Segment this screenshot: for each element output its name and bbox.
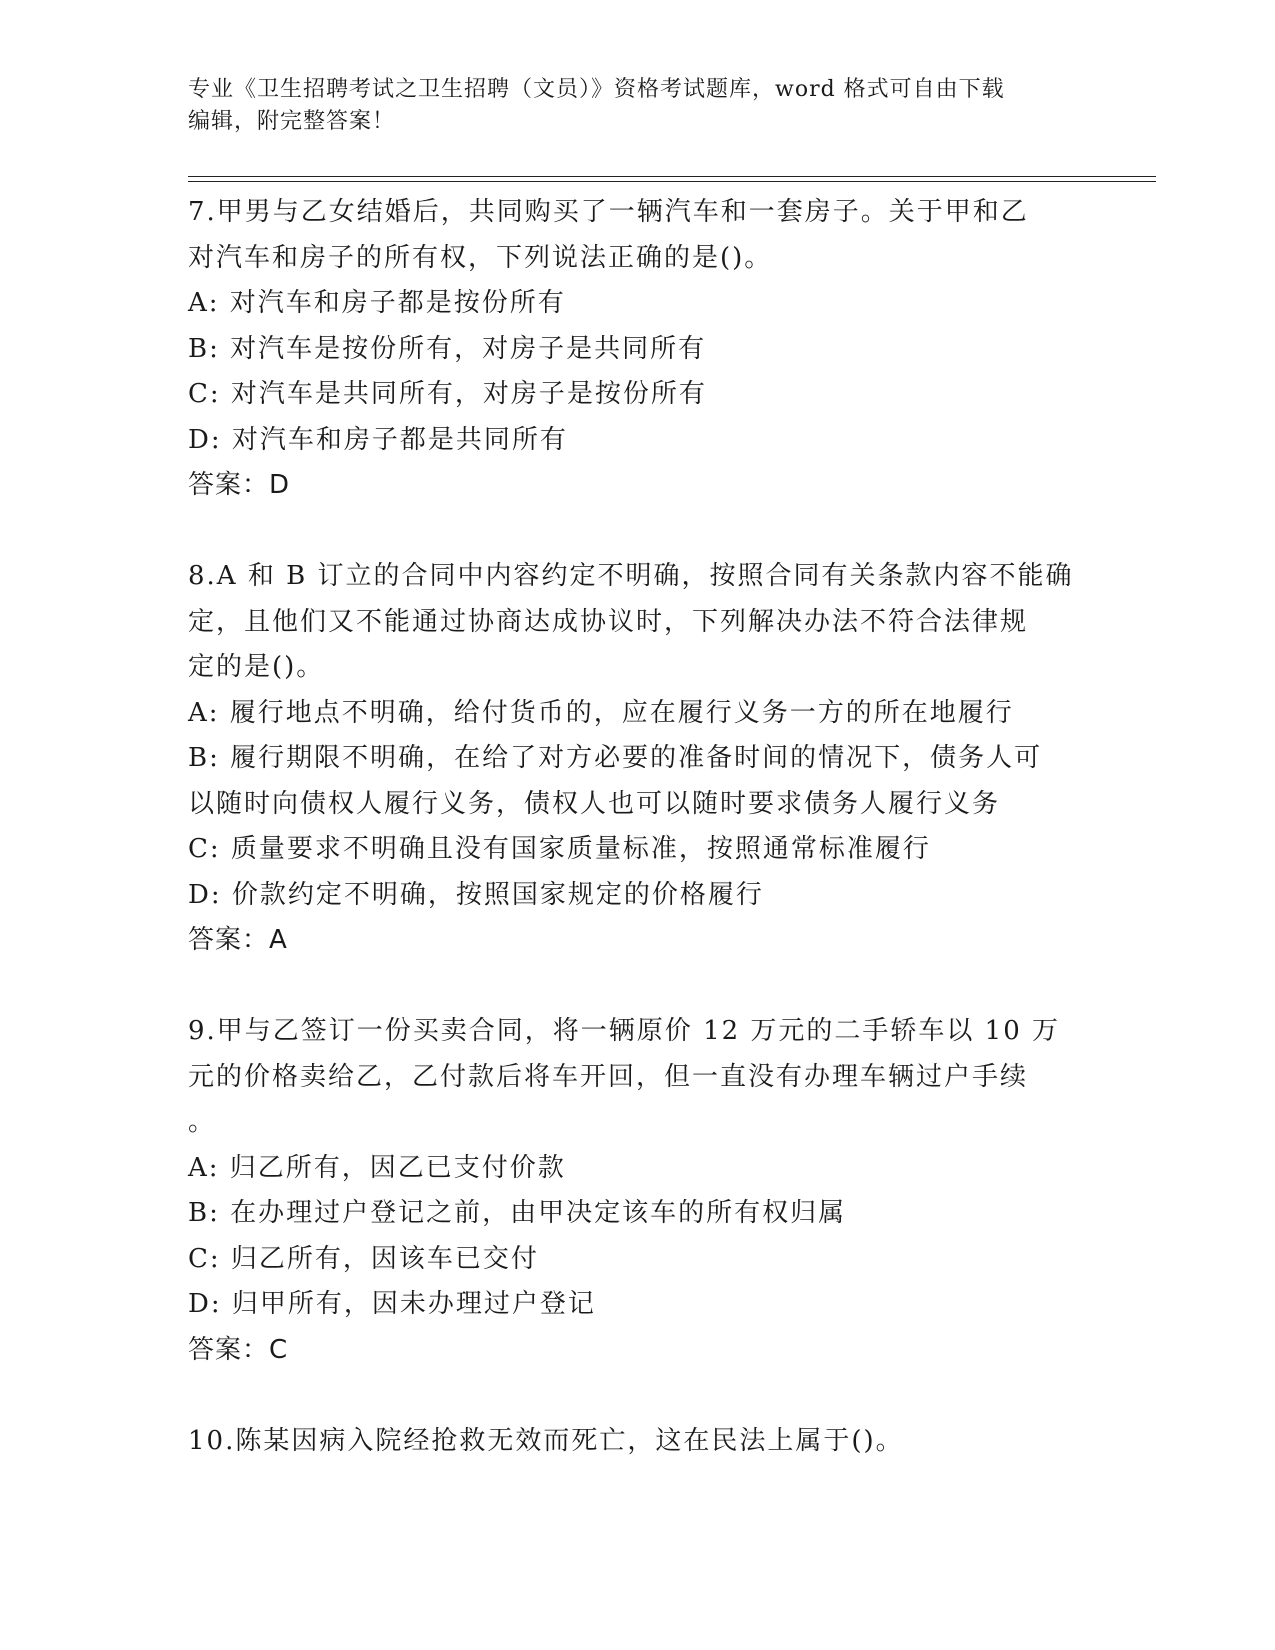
answer-label: 答案：A <box>188 925 288 955</box>
question-10 <box>188 1419 1108 1465</box>
option-b: B: 履行期限不明确，在给了对方必要的准备时间的情况下，债务人可 以随时向债权人履行义务，债权人也可以随时要求债务人履行义务 <box>188 743 1043 819</box>
option-d: D: 价款约定不明确，按照国家规定的价格履行 <box>188 879 764 910</box>
question-8 <box>188 554 1108 964</box>
option-a: A: 对汽车和房子都是按份所有 <box>188 288 566 318</box>
option-d: D: 对汽车和房子都是共同所有 <box>188 424 568 455</box>
question-7 <box>188 190 1108 509</box>
option-b: B: 对汽车是按份所有，对房子是共同所有 <box>188 333 707 364</box>
option-c: C: 对汽车是共同所有，对房子是按份所有 <box>188 379 707 409</box>
document-header: 专业《卫生招聘考试之卫生招聘（文员）》资格考试题库，word 格式可自由下载 编辑，附完整答案！ <box>188 77 1005 134</box>
option-a: A: 履行地点不明确，给付货币的，应在履行义务一方的所在地履行 <box>188 697 1014 728</box>
answer-label: 答案：D <box>188 470 291 500</box>
question-stem: 8.A 和 B 订立的合同中内容约定不明确，按照合同有关条款内容不能确 定，且他们又不能通过协商达成协议时，下列解决办法不符合法律规 定的是()。 <box>188 561 1074 682</box>
question-spacer <box>188 1373 1108 1419</box>
header-rule-top <box>188 176 1156 177</box>
question-spacer <box>188 964 1108 1010</box>
question-list <box>188 190 1108 1464</box>
option-c: C: 归乙所有，因该车已交付 <box>188 1243 539 1274</box>
question-stem: 7.甲男与乙女结婚后，共同购买了一辆汽车和一套房子。关于甲和乙 对汽车和房子的所有权，下列说法正确的是()。 <box>188 197 1029 273</box>
option-d: D: 归甲所有，因未办理过户登记 <box>188 1289 596 1319</box>
option-b: B: 在办理过户登记之前，由甲决定该车的所有权归属 <box>188 1198 847 1228</box>
question-stem: 9.甲与乙签订一份买卖合同，将一辆原价 12 万元的二手轿车以 10 万 元的价格卖给乙，乙付款后将车开回，但一直没有办理车辆过户手续 。 <box>188 1016 1061 1137</box>
option-a: A: 归乙所有，因乙已支付价款 <box>188 1152 566 1183</box>
header-rule-bottom <box>188 181 1156 182</box>
question-spacer <box>188 509 1108 555</box>
question-9 <box>188 1009 1108 1373</box>
question-stem: 10.陈某因病入院经抢救无效而死亡，这在民法上属于()。 <box>188 1425 904 1456</box>
option-c: C: 质量要求不明确且没有国家质量标准，按照通常标准履行 <box>188 834 931 864</box>
answer-label: 答案：C <box>188 1334 289 1365</box>
